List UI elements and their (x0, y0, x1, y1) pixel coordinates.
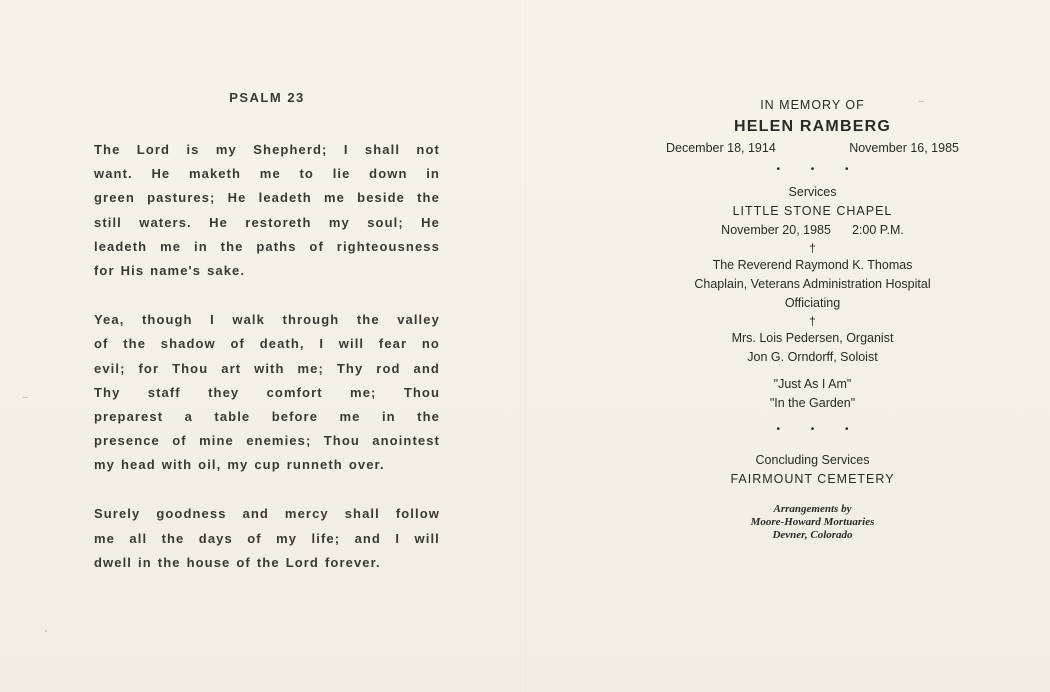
psalm-word: for (138, 360, 160, 376)
mortuary-name: Moore-Howard Mortuaries (750, 516, 875, 528)
psalm-word: Thou (403, 384, 440, 400)
psalm-word: not (416, 142, 440, 157)
psalm-word: His (120, 262, 145, 278)
psalm-word: follow (395, 506, 440, 522)
psalm-word: walk (232, 312, 265, 328)
memorial-panel (650, 96, 975, 542)
psalm-word: I (395, 530, 401, 546)
psalm-word: of (230, 336, 245, 352)
service-datetime (650, 221, 975, 240)
psalm-word: in (381, 408, 396, 424)
psalm-word: presence (94, 433, 160, 449)
psalm-word: fear (378, 336, 408, 352)
psalm-word: Lord (136, 142, 171, 157)
psalm-word: valley (397, 312, 440, 328)
psalm-word: Lord (285, 554, 319, 570)
officiant-name: The Reverend Raymond K. Thomas (712, 258, 913, 272)
psalm-word: He (421, 214, 440, 230)
psalm-word: with (254, 360, 285, 376)
psalm-word: the (356, 312, 380, 328)
psalm-word: my (94, 457, 115, 473)
psalm-word: evil; (94, 360, 126, 376)
psalm-line (94, 138, 440, 162)
psalm-word: art (221, 360, 242, 376)
psalm-word: in (138, 554, 152, 570)
psalm-word: me (160, 238, 182, 254)
memorial-heading: IN MEMORY OF (760, 98, 865, 112)
psalm-line (94, 502, 440, 526)
psalm-word: my (328, 214, 350, 230)
psalm-word: me (94, 530, 115, 546)
psalm-word: and (413, 360, 440, 376)
psalm-word: I (319, 336, 325, 352)
psalm-word: preparest (94, 408, 164, 424)
psalm-line (94, 429, 440, 453)
divider-dots: • • • (776, 424, 863, 435)
arrangements-label: Arrangements by (773, 503, 852, 515)
psalm-word: for (94, 262, 115, 278)
psalm-word: want. (94, 166, 133, 182)
psalm-word: and (242, 506, 269, 522)
psalm-panel (94, 90, 440, 600)
psalm-word: me (259, 166, 281, 182)
psalm-word: to (299, 166, 314, 182)
psalm-word: will (414, 530, 440, 546)
psalm-word: down (369, 166, 408, 182)
psalm-word: goodness (156, 506, 227, 522)
psalm-word: Surely (94, 506, 141, 522)
psalm-word: pastures; (147, 190, 216, 206)
psalm-word: they (208, 384, 240, 400)
psalm-word: Thy (94, 384, 121, 400)
psalm-line (94, 186, 440, 210)
psalm-word: the (161, 530, 185, 546)
psalm-word: shall (344, 506, 380, 522)
psalm-word: I (210, 312, 215, 328)
psalm-word: oil, (198, 457, 222, 473)
psalm-word: with (161, 457, 193, 473)
paper-speck (22, 397, 28, 398)
psalm-word: no (421, 336, 440, 352)
service-date: November 20, 1985 (721, 223, 831, 237)
psalm-word: the (256, 554, 280, 570)
psalm-word: He (227, 190, 247, 206)
psalm-line (94, 453, 440, 477)
psalm-word: Thou (172, 360, 209, 376)
psalm-line (94, 235, 440, 259)
psalm-word: my (227, 457, 249, 473)
psalm-word: righteousness (336, 238, 440, 254)
psalm-word: soul; (367, 214, 404, 230)
psalm-word: I (343, 142, 349, 157)
chapel-name: LITTLE STONE CHAPEL (732, 204, 893, 218)
psalm-word: the (220, 238, 244, 254)
song-2: "In the Garden" (769, 396, 856, 410)
psalm-word: shall (364, 142, 401, 157)
psalm-word: beside (357, 190, 405, 206)
psalm-word: shadow (160, 336, 216, 352)
psalm-word: runneth (286, 457, 343, 473)
service-time: 2:00 P.M. (851, 223, 904, 237)
psalm-word: a (184, 408, 193, 424)
psalm-word: my (276, 530, 298, 546)
psalm-word: though (141, 312, 193, 328)
psalm-word: me (339, 408, 361, 424)
officiant-title: Chaplain, Veterans Administration Hospital (694, 277, 931, 291)
paper-speck (45, 630, 47, 632)
concluding-label: Concluding Services (755, 453, 870, 467)
cross-icon: † (809, 241, 816, 255)
psalm-word: through (282, 312, 340, 328)
psalm-word: me; (297, 360, 324, 376)
psalm-paragraph (94, 502, 440, 575)
services-label: Services (788, 185, 837, 199)
psalm-word: the (157, 554, 181, 570)
psalm-word: Yea, (94, 312, 125, 328)
psalm-line (94, 527, 440, 551)
psalm-line (94, 211, 440, 235)
psalm-word: paths (256, 238, 297, 254)
psalm-line (94, 308, 440, 332)
psalm-word: mine (199, 433, 234, 449)
cross-icon: † (809, 314, 816, 328)
psalm-word: leadeth (94, 238, 148, 254)
psalm-word: lie (332, 166, 351, 182)
psalm-word: of (94, 336, 109, 352)
psalm-line (94, 259, 440, 283)
death-date: November 16, 1985 (849, 141, 959, 155)
psalm-word: anointest (372, 433, 440, 449)
fold-line (525, 0, 526, 692)
psalm-word: death, (259, 336, 305, 352)
psalm-word: maketh (188, 166, 242, 182)
psalm-word: me (324, 190, 345, 206)
psalm-word: staff (147, 384, 181, 400)
psalm-word: in (194, 238, 208, 254)
psalm-word: the (417, 190, 440, 206)
soloist: Jon G. Orndorff, Soloist (747, 350, 878, 364)
psalm-word: mercy (284, 506, 329, 522)
psalm-line (94, 381, 440, 405)
song-1: "Just As I Am" (773, 377, 852, 391)
psalm-word: of (309, 238, 324, 254)
psalm-line (94, 332, 440, 356)
psalm-word: the (417, 408, 440, 424)
psalm-word: of (172, 433, 187, 449)
psalm-word: He (209, 214, 228, 230)
psalm-body (94, 138, 440, 575)
cemetery-name: FAIRMOUNT CEMETERY (730, 472, 895, 486)
psalm-word: of (236, 554, 251, 570)
organist: Mrs. Lois Pedersen, Organist (731, 331, 894, 345)
psalm-word: head (121, 457, 156, 473)
officiating-label: Officiating (784, 296, 841, 310)
psalm-line (94, 162, 440, 186)
psalm-word: will (338, 336, 365, 352)
psalm-word: in (426, 166, 440, 182)
psalm-word: enemies; (246, 433, 312, 449)
psalm-word: dwell (94, 554, 133, 570)
psalm-title: PSALM 23 (229, 90, 305, 105)
psalm-paragraph (94, 138, 440, 283)
psalm-word: The (94, 142, 121, 157)
psalm-word: all (129, 530, 148, 546)
psalm-word: Thou (323, 433, 360, 449)
psalm-word: restoreth (245, 214, 312, 230)
psalm-line (94, 551, 440, 575)
psalm-word: life; (311, 530, 341, 546)
divider-dots: • • • (776, 164, 863, 175)
mortuary-location: Devner, Colorado (772, 529, 853, 541)
psalm-word: still (94, 214, 122, 230)
psalm-word: forever. (324, 554, 381, 570)
psalm-word: the (123, 336, 147, 352)
psalm-word: is (186, 142, 200, 157)
psalm-word: before (271, 408, 319, 424)
psalm-paragraph (94, 308, 440, 477)
psalm-word: my (215, 142, 237, 157)
psalm-word: He (151, 166, 171, 182)
psalm-word: cup (254, 457, 281, 473)
psalm-word: and (354, 530, 381, 546)
psalm-word: days (198, 530, 233, 546)
psalm-word: Shepherd; (253, 142, 328, 157)
psalm-word: Thy (336, 360, 364, 376)
psalm-line (94, 357, 440, 381)
psalm-word: sake. (207, 262, 246, 278)
psalm-word: leadeth (258, 190, 312, 206)
psalm-word: name's (150, 262, 202, 278)
psalm-word: comfort (266, 384, 323, 400)
psalm-word: rod (376, 360, 401, 376)
birth-date: December 18, 1914 (666, 141, 776, 155)
paper-speck (918, 101, 924, 102)
psalm-word: over. (348, 457, 385, 473)
life-dates (650, 139, 975, 157)
psalm-word: house (186, 554, 231, 570)
psalm-word: me; (350, 384, 377, 400)
psalm-word: table (214, 408, 251, 424)
psalm-word: waters. (139, 214, 192, 230)
psalm-word: of (247, 530, 262, 546)
deceased-name: HELEN RAMBERG (734, 118, 891, 135)
psalm-line (94, 405, 440, 429)
psalm-word: green (94, 190, 135, 206)
